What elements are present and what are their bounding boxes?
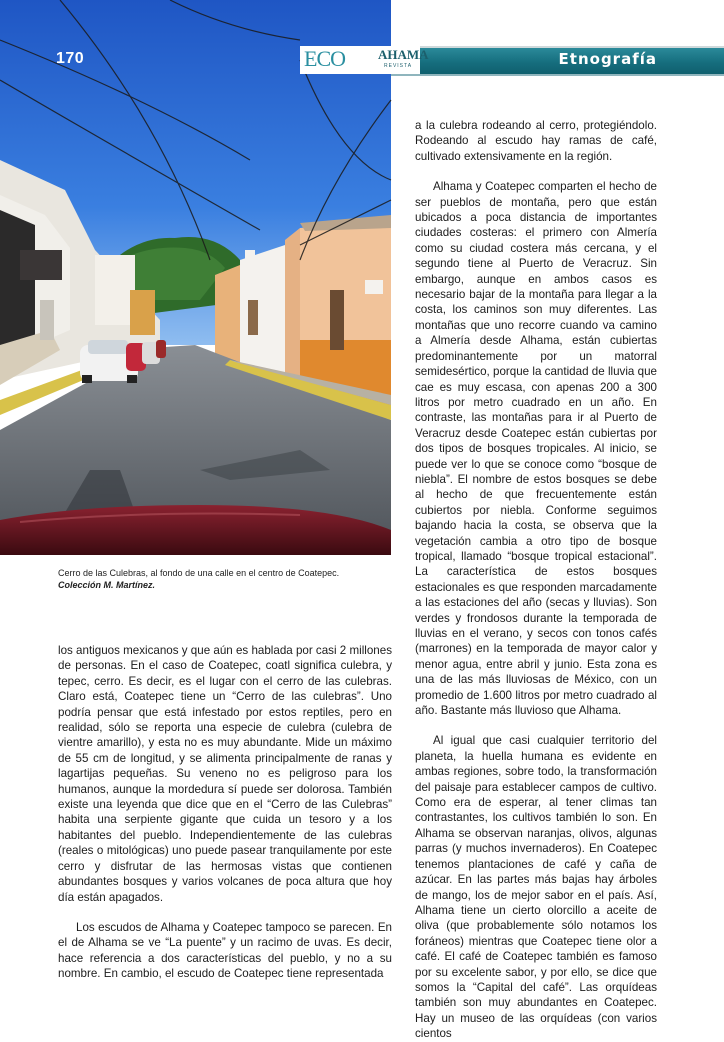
- caption-text: Cerro de las Culebras, al fondo de una calle en el centro de Coatepec.: [58, 568, 340, 578]
- street-photo: [0, 0, 391, 555]
- logo-text-eco: ECO: [304, 46, 345, 71]
- right-paragraph-1: a la culebra rodeando al cerro, protegiéndolo. Rodeando al escudo hay ramas de café, cultivado extensivamente en la región.: [415, 119, 657, 163]
- magazine-logo: [300, 46, 429, 74]
- left-paragraph-2: Los escudos de Alhama y Coatepec tampoco se parecen. En el de Alhama se ve “La puente” y un racimo de uvas. Es decir, hace referencia a dos características del pueblo, y no a su nombre. En cambio, el escudo de Coatepec tiene representada: [58, 920, 392, 981]
- logo-text-ahama: AHAMA: [378, 47, 429, 62]
- logo-text-revista: REVISTA: [384, 63, 413, 69]
- page-number: 170: [56, 50, 85, 67]
- left-paragraph-1: los antiguos mexicanos y que aún es hablada por casi 2 millones de personas. En el caso de Coatepec, coatl significa culebra, y tepec, cerro. Es decir, es el lugar con el cerro de las culebras. Claro está, Coatepec tiene un “Cerro de las culebras”. Uno podría pensar que está infestado por estos reptiles, pero en realidad, sólo se reporta una especie de culebra (culebra de vientre amarillo), y esta no es muy abundante. Mide un máximo de 55 cm de longitud, y se alimenta principalmente de ranas y lagartijas pequeñas. Su veneno no es peligroso para los humanos, aunque la mordedura sí puede ser dolorosa. También existe una leyenda que dice que en el “Cerro de las Culebras” habita una serpiente gigante que cuida un tesoro y a los habitantes del pueblo. Independientemente de las culebras (reales o mitológicas) uno puede pasear tranquilamente por este cerro y disfrutar de las hermosas vistas que contienen abundantes bosques y varios volcanes de poca altura que hoy día están apagados.: [58, 644, 392, 904]
- right-paragraph-2: Alhama y Coatepec comparten el hecho de ser pueblos de montaña, pero que están ubicados a poca distancia de importantes ciudades costeras: el primero con Almería como su ciudad costera más cercana, y el segundo tiene al Puerto de Veracruz. Sin embargo, aunque en ambos casos es necesario bajar de la montaña para llegar a la costa, los caminos son muy diferentes. Las montañas que uno recorre cuando va camino a Almería desde Alhama, están cubiertas predominantemente por un matorral semidesértico, porque la cantidad de lluvia que cae es muy escasa, con apenas 200 a 300 litros por metro cuadrado en un año. En contraste, las montañas para ir al Puerto de Veracruz desde Coatepec están cubiertas por dos tipos de bosques tropicales. Al inicio, se puede ver lo que se conoce como “bosque de niebla”. El nombre de estos bosques se debe al hecho de que frecuentemente están cubiertos por niebla. Conforme seguimos bajando hacia la costa, se observa que la vegetación cambia a otro tipo de bosque tropical, llamado “bosque tropical estacional”. La característica de estos bosques estacionales es que responden marcadamente a las estaciones del año (secas y lluvias). Son verdes y frondosos durante la temporada de lluvias en el verano, y secos con tonos cafés (marrones) en la temporada de mayor calor y menor agua, entre abril y junio. Esta zona es una de las más lluviosas de México, con un promedio de 1.600 litros por metro cuadrado al año. Bastante más lluvioso que Alhama.: [415, 180, 657, 718]
- right-paragraph-3: Al igual que casi cualquier territorio del planeta, la huella humana es evidente en ambas regiones, sobre todo, la transformación del paisaje para establecer campos de cultivo. Como era de esperar, al tener climas tan contrastantes, los cultivos también lo son. En Alhama se observan naranjas, olivos, algunas parras (y muchos invernaderos). En Coatepec tenemos plantaciones de café y caña de azúcar. En las partes más bajas hay árboles de mango, los de mejor sabor en el país. Así, Alhama tiene un cierto olorcillo a aceite de oliva (que probablemente sólo notamos los foráneos) mientras que Coatepec tiene olor a café. El café de Coatepec también es famoso por su excelente sabor, y por ello, se dice que somos la “Capital del café”. Las orquídeas también son muy abundantes en Coatepec. Hay un museo de las orquídeas (con varios cientos: [415, 734, 657, 1041]
- caption-credit: Colección M. Martínez.: [58, 580, 156, 590]
- section-title: Etnografía: [558, 50, 657, 68]
- article-left-column: [58, 643, 392, 982]
- article-right-column: [415, 118, 657, 1042]
- photo-caption: [58, 567, 398, 591]
